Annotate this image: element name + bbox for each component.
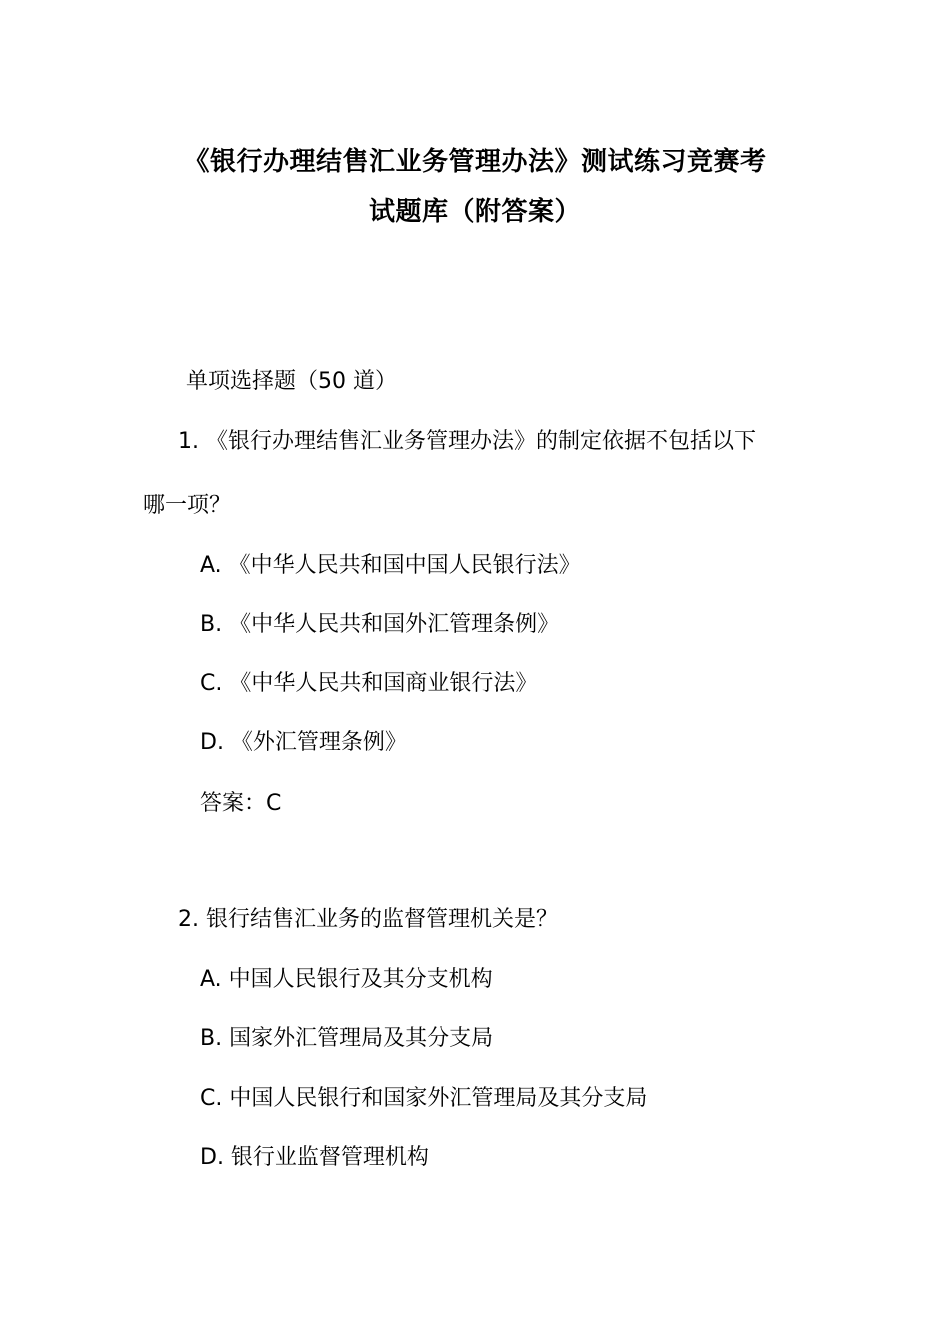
question-2-option-b: B. 国家外汇管理局及其分支局 xyxy=(200,1026,494,1051)
question-1-option-b: B. 《中华人民共和国外汇管理条例》 xyxy=(200,612,560,637)
question-2-stem: 2. 银行结售汇业务的监督管理机关是？ xyxy=(178,907,558,932)
section-heading: 单项选择题（50 道） xyxy=(186,369,397,394)
question-1-option-a: A. 《中华人民共和国中国人民银行法》 xyxy=(200,553,581,578)
document-title-line-1: 《银行办理结售汇业务管理办法》测试练习竞赛考 xyxy=(183,147,767,177)
document-title-line-2: 试题库（附答案） xyxy=(368,197,581,227)
question-2-option-a: A. 中国人民银行及其分支机构 xyxy=(200,967,493,992)
question-1-option-d: D. 《外汇管理条例》 xyxy=(200,730,407,755)
question-1-stem-line-1: 1. 《银行办理结售汇业务管理办法》的制定依据不包括以下 xyxy=(178,429,756,454)
question-2-option-d: D. 银行业监督管理机构 xyxy=(200,1145,429,1170)
question-1-stem-line-2: 哪一项？ xyxy=(143,493,232,518)
question-1-answer: 答案：C xyxy=(200,791,282,816)
question-2-option-c: C. 中国人民银行和国家外汇管理局及其分支局 xyxy=(200,1086,648,1111)
question-1-option-c: C. 《中华人民共和国商业银行法》 xyxy=(200,671,538,696)
